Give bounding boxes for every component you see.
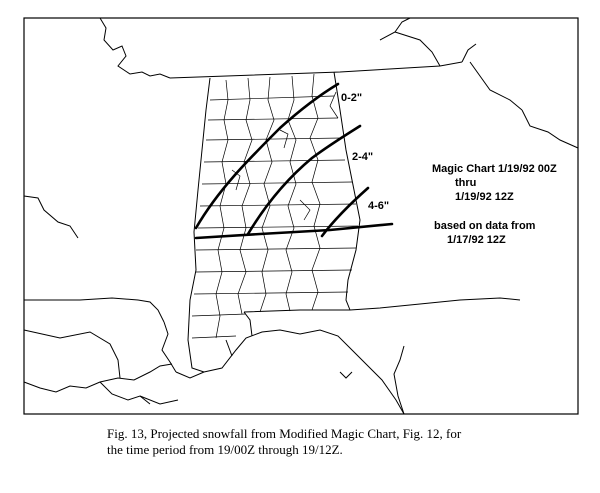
band-label-4-6: 4-6"	[368, 200, 390, 212]
map-frame	[24, 18, 578, 414]
caption-line-2: the time period from 19/00Z through 19/12Z.	[107, 442, 343, 457]
legend-line-5: 1/17/92 12Z	[447, 234, 506, 246]
legend-line-3: 1/19/92 12Z	[455, 191, 514, 203]
band-label-0-2: 0-2"	[341, 92, 363, 104]
band-label-2-4: 2-4"	[352, 151, 374, 163]
caption-line-1: Fig. 13, Projected snowfall from Modified Magic Chart, Fig. 12, for	[107, 426, 462, 441]
legend-line-1: Magic Chart 1/19/92 00Z	[432, 163, 557, 175]
chart-legend	[432, 163, 557, 246]
figure-caption	[107, 426, 577, 458]
county-boundaries	[192, 74, 358, 338]
legend-line-4: based on data from	[434, 220, 536, 232]
southern-boundary-line	[196, 224, 392, 238]
state-borders	[24, 18, 578, 414]
legend-line-2: thru	[455, 177, 477, 189]
